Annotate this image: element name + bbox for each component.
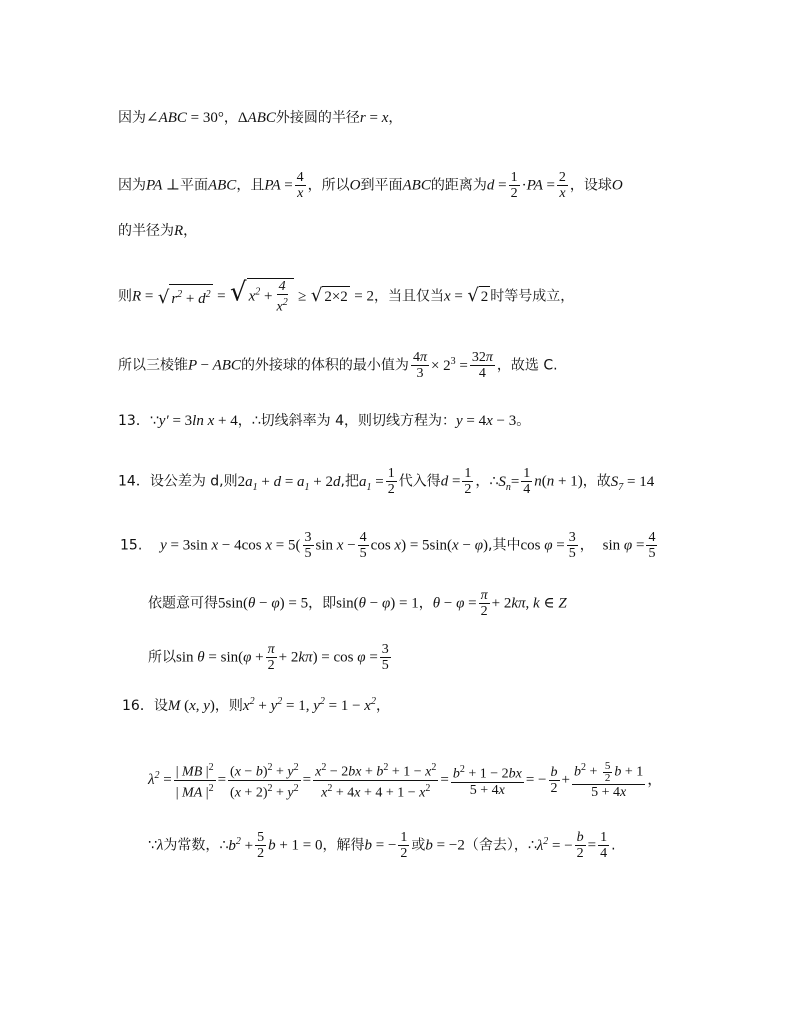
line-r-inequality: 则R = √ $r^2 + d^2$ = √ $x^2$ + $\frac{4}{x^2}$ ≥ √ 2×2 = 2，当且仅当x = √ 2 时等号成立， (118, 277, 575, 315)
answer-15-step2: 依题意可得5sin(θ − φ) = 5，即sin(θ − φ) = 1，θ − φ = $\frac{\pi}{2}$ + 2kπ, k ∈ Z (148, 588, 567, 619)
line-volume-min: 所以三棱锥P − ABC的外接球的体积的最小值为 $\frac{4\pi}{3}$ × $2^3$ = $\frac{32\pi}{4}$ ，故选 C. (118, 350, 558, 381)
answer-15: 15. y = 3sin x − 4cos x = 5( $\frac{3}{5}$ sin x − $\frac{4}{5}$ cos x) = 5sin(x − φ),其中cos φ = $\frac{3}{5}$ ， sin φ = $\frac{4}{5}$ (120, 530, 656, 561)
answer-16-conclusion: ∵λ为常数，$\therefore b^2$ + $\frac{5}{2}$ b + 1 = 0，解得b = − $\frac{1}{2}$ 或b = −2（舍去），$\therefore\lambda^2$ = − $\frac{b}{2}$ = $\frac{1}{4}$ . (148, 830, 616, 861)
answer-13: 13．∵y′ = 3ln x + 4，∴切线斜率为 4，则切线方程为：y = 4x − 3。 (118, 413, 531, 429)
line-radius-r: 的半径为R， (118, 223, 198, 239)
answer-16-lambda: $\lambda^2$ = $\frac{| MB |^2}{| MA |^2}$ = $\frac{(x - b)^2 + y^2}{(x + 2)^2 + y^2}$ = $\frac{x^2 - 2bx + b^2 + 1 - x^2}{x^2 + 4x + 4 + 1 - x^2}$ = $\frac{b^2 + 1 - 2bx}{5 + 4x}$ = − $\frac{b}{2}$ + $b^2$ + $\frac{5}{2}$ b + 1 5 + 4x ， (148, 760, 663, 801)
answer-14: 14．设公差为 d,则$2a_1 + d = a_1 + 2d$,把$a_1$ = $\frac{1}{2}$ 代入得d = $\frac{1}{2}$ ，$\therefore S_n=$ $\frac{1}{4}$ n(n + 1)，故$S_7 = 14$ (118, 466, 655, 497)
line-pa-perpendicular: 因为PA ⊥平面ABC，且PA = $\frac{4}{x}$ ，所以O到平面ABC的距离为d = $\frac{1}{2}$ ·PA = $\frac{2}{x}$ ，设球O (118, 170, 623, 201)
line-angle-abc: 因为∠ABC = 30°，ΔABC外接圆的半径r = x， (118, 110, 403, 126)
answer-15-step3: 所以sin θ = sin(φ + $\frac{\pi}{2}$ + 2kπ) = cos φ = $\frac{3}{5}$ (148, 642, 389, 673)
answer-16: 16．设M (x, y)，则$x^2 + y^2 = 1$, $y^2 = 1 - x^2$， (122, 696, 390, 714)
